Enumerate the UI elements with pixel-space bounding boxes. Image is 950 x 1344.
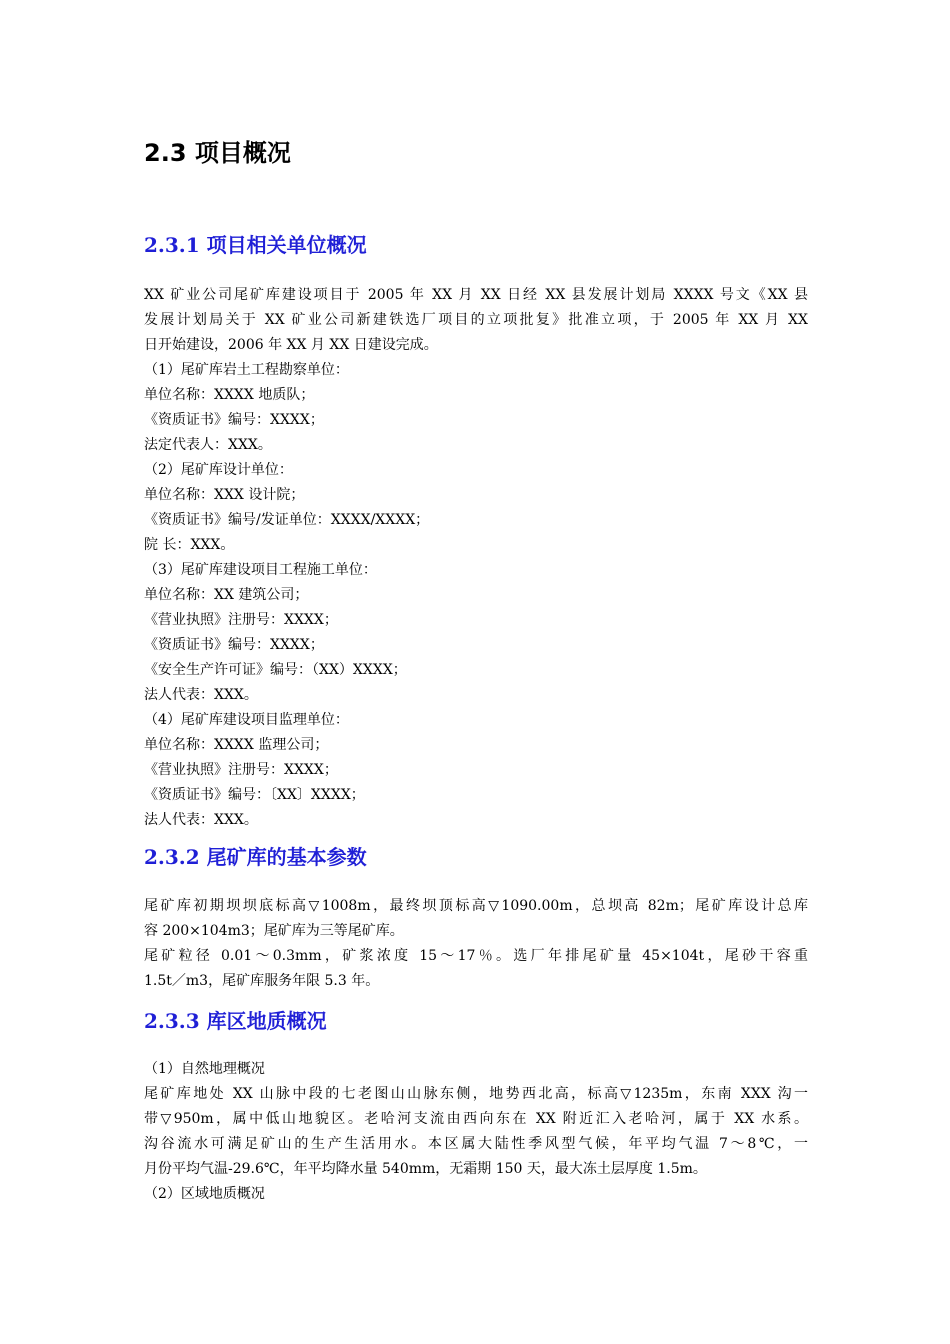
list-item: 《营业执照》注册号：XXXX；	[144, 762, 338, 778]
text-line: 带▽950m，属中低山地貌区。老哈河支流由西向东在 XX 附近汇入老哈河，属于 XX 水系。	[144, 1111, 808, 1127]
list-item: （1）尾矿库岩土工程勘察单位：	[144, 362, 349, 378]
subsection-heading-2-3-3: 2.3.3 库区地质概况	[144, 1009, 327, 1033]
section-title: 2.3 项目概况	[144, 139, 291, 167]
text-line: 尾矿库初期坝坝底标高▽1008m，最终坝顶标高▽1090.00m，总坝高 82m；尾矿库设计总库	[144, 898, 808, 914]
geology-paragraph	[144, 1057, 808, 1207]
list-item: 单位名称：XXXX 地质队；	[144, 387, 315, 403]
text-line: XX 矿业公司尾矿库建设项目于 2005 年 XX 月 XX 日经 XX 县发展计划局 XXXX 号文《XX 县	[144, 287, 808, 303]
list-item: 单位名称：XXX 设计院；	[144, 487, 305, 503]
units-list	[144, 358, 808, 833]
text-line: 沟谷流水可满足矿山的生产生活用水。本区属大陆性季风型气候，年平均气温 7～8℃，一	[144, 1136, 808, 1152]
text-line: （1）自然地理概况	[144, 1061, 265, 1077]
list-item: 《营业执照》注册号：XXXX；	[144, 612, 338, 628]
list-item: 法人代表：XXX。	[144, 687, 258, 703]
list-item: （4）尾矿库建设项目监理单位：	[144, 712, 349, 728]
list-item: （3）尾矿库建设项目工程施工单位：	[144, 562, 377, 578]
text-line: 月份平均气温-29.6℃，年平均降水量 540mm，无霜期 150 天，最大冻土层厚度 1.5m。	[144, 1161, 707, 1177]
list-item: 《资质证书》编号：XXXX；	[144, 637, 324, 653]
list-item: （2）尾矿库设计单位：	[144, 462, 293, 478]
list-item: 《安全生产许可证》编号：（XX）XXXX；	[144, 662, 407, 678]
list-item: 《资质证书》编号：XXXX；	[144, 412, 324, 428]
subsection-heading-2-3-1: 2.3.1 项目相关单位概况	[144, 233, 367, 257]
text-line: 日开始建设，2006 年 XX 月 XX 日建设完成。	[144, 337, 438, 353]
list-item: 单位名称：XXXX 监理公司；	[144, 737, 329, 753]
text-line: 发展计划局关于 XX 矿业公司新建铁选厂项目的立项批复》批准立项，于 2005 年 XX 月 XX	[144, 312, 808, 328]
list-item: 《资质证书》编号/发证单位：XXXX/XXXX；	[144, 512, 430, 528]
list-item: 《资质证书》编号：〔XX〕XXXX；	[144, 787, 365, 803]
tailings-parameters-paragraph	[144, 894, 808, 994]
text-line: 尾矿粒径 0.01～0.3mm，矿浆浓度 15～17％。选厂年排尾矿量 45×104t，尾砂干容重	[144, 948, 808, 964]
text-line: 尾矿库地处 XX 山脉中段的七老图山山脉东侧，地势西北高，标高▽1235m，东南 XXX 沟一	[144, 1086, 808, 1102]
list-item: 法人代表：XXX。	[144, 812, 258, 828]
text-line: 1.5t／m3，尾矿库服务年限 5.3 年。	[144, 973, 380, 989]
list-item: 院 长：XXX。	[144, 537, 235, 553]
project-intro-paragraph	[144, 283, 808, 358]
list-item: 单位名称：XX 建筑公司；	[144, 587, 309, 603]
text-line: 容 200×104m3；尾矿库为三等尾矿库。	[144, 923, 404, 939]
text-line: （2）区域地质概况	[144, 1186, 265, 1202]
list-item: 法定代表人：XXX。	[144, 437, 272, 453]
subsection-heading-2-3-2: 2.3.2 尾矿库的基本参数	[144, 845, 367, 869]
